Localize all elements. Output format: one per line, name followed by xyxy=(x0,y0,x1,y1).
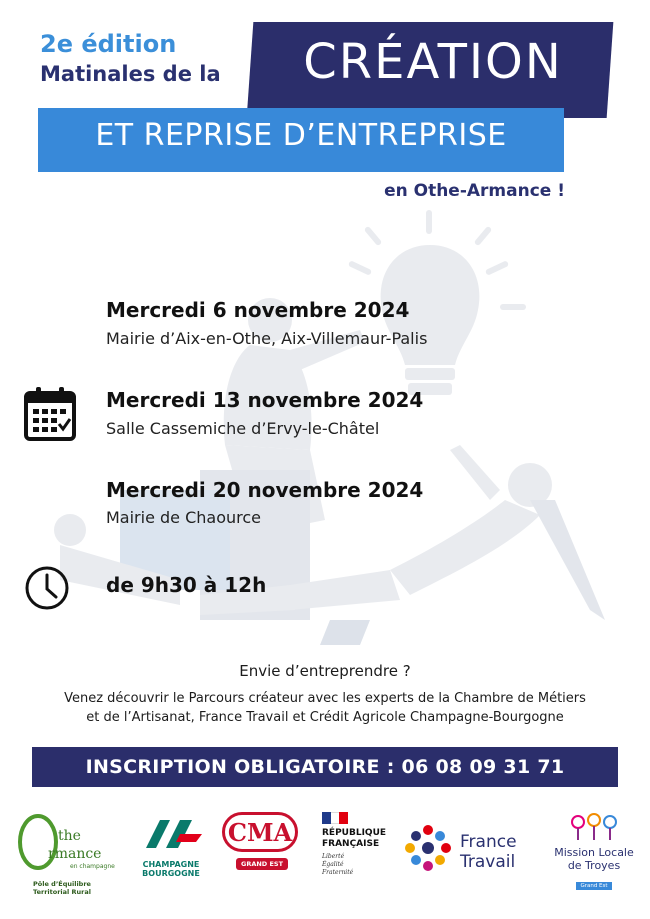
othe-armance-emblem xyxy=(14,812,115,876)
france-travail-logo xyxy=(402,812,532,892)
ca-line-1: CHAMPAGNE xyxy=(142,860,200,869)
armance-text: rmance xyxy=(48,846,102,862)
mission-locale-emblem xyxy=(564,812,624,842)
ml-badge: Grand Est xyxy=(576,882,611,890)
ml-line-1: Mission Locale xyxy=(554,846,634,859)
republique-francaise-logo xyxy=(322,812,392,892)
othe-caption: Pôle d’Équilibre Territorial Rural xyxy=(33,880,91,896)
date-title-2: Mercredi 13 novembre 2024 xyxy=(106,388,424,412)
rf-line-1: RÉPUBLIQUE xyxy=(322,828,387,838)
marianne-flag xyxy=(322,812,348,824)
ft-line-2: Travail xyxy=(460,852,516,872)
inscription-phone[interactable]: INSCRIPTION OBLIGATOIRE : 06 08 09 31 71 xyxy=(85,756,565,778)
time-label: de 9h30 à 12h xyxy=(106,573,267,597)
venez-text xyxy=(30,689,620,727)
venez-line-2: et de l’Artisanat, France Travail et Crédit Agricole Champagne-Bourgogne xyxy=(86,710,564,725)
edition-label: 2e édition xyxy=(40,30,177,58)
creation-title: CRÉATION xyxy=(303,34,563,90)
rf-motto-1: Liberté xyxy=(322,853,345,860)
credit-agricole-logo xyxy=(136,812,206,892)
cma-caption: GRAND EST xyxy=(236,858,288,870)
france-travail-emblem xyxy=(402,822,454,874)
venez-line-1: Venez découvrir le Parcours créateur avec les experts de la Chambre de Métiers xyxy=(64,691,586,706)
rf-line-2: FRANÇAISE xyxy=(322,839,380,849)
date-title-3: Mercredi 20 novembre 2024 xyxy=(106,478,424,502)
ca-line-2: BOURGOGNE xyxy=(142,869,200,878)
clock-icon xyxy=(24,565,70,611)
date-place-2: Salle Cassemiche d’Ervy-le-Châtel xyxy=(106,419,380,438)
date-place-3: Mairie de Chaource xyxy=(106,508,262,527)
date-title-1: Mercredi 6 novembre 2024 xyxy=(106,298,410,322)
rf-motto-3: Fraternité xyxy=(322,869,354,876)
othe-sub: en champagne xyxy=(70,863,115,870)
cma-mark: CMA xyxy=(222,812,298,852)
ft-line-1: France xyxy=(460,832,517,852)
ml-line-2: de Troyes xyxy=(567,859,621,872)
othe-text: the xyxy=(58,828,81,844)
location-label: en Othe-Armance ! xyxy=(384,181,565,201)
cma-logo xyxy=(222,812,302,892)
calendar-icon xyxy=(24,385,76,441)
envie-heading: Envie d’entreprendre ? xyxy=(239,662,411,680)
date-place-1: Mairie d’Aix-en-Othe, Aix-Villemaur-Palis xyxy=(106,329,428,348)
matinales-label: Matinales de la xyxy=(40,62,221,86)
reprise-title: ET REPRISE D’ENTREPRISE xyxy=(95,118,507,153)
othe-armance-logo xyxy=(14,812,115,896)
rf-motto-2: Égalité xyxy=(322,861,344,868)
mission-locale-logo xyxy=(552,812,636,892)
credit-agricole-emblem xyxy=(136,812,206,856)
